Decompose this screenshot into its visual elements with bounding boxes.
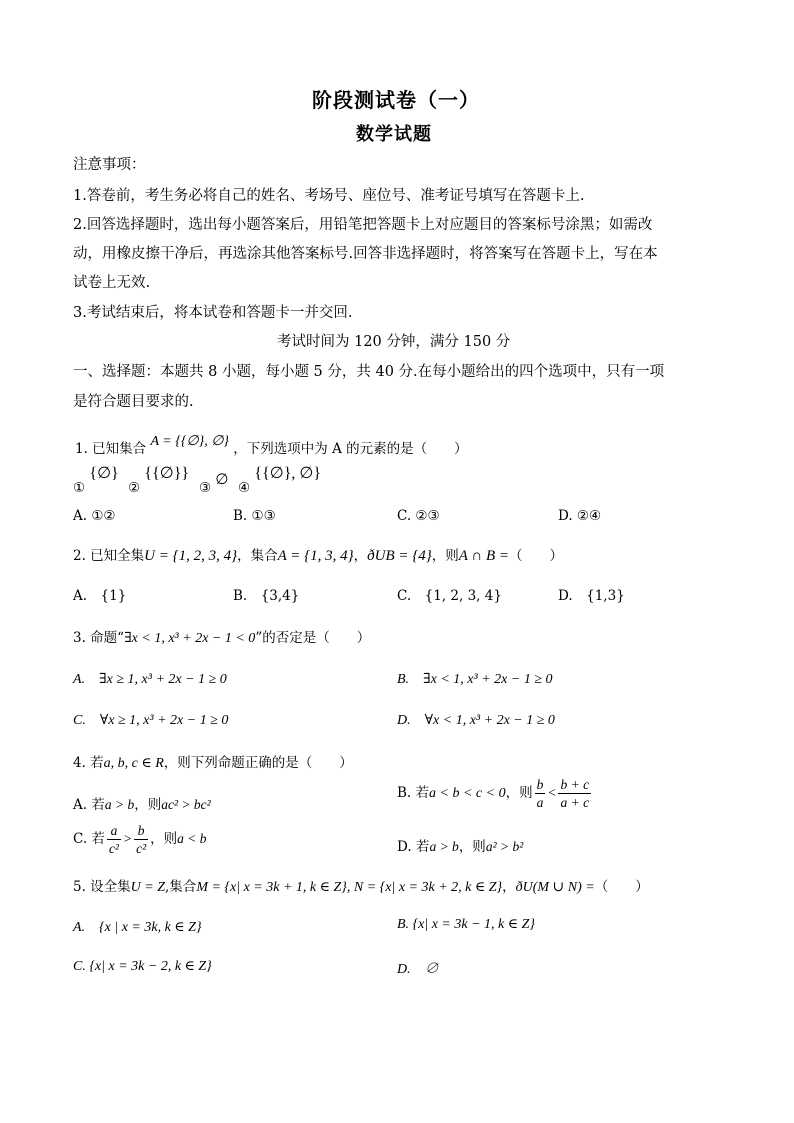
question-2-stem [73, 544, 563, 565]
notice-item-2-line-2: 动，用橡皮擦干净后，再选涂其他答案标号.回答非选择题时，将答案写在答题卡上，写在本 [73, 246, 658, 262]
option-c-result: a < b [177, 831, 207, 846]
option-a-condition: a > b [104, 797, 135, 812]
question-1-option-d[interactable]: D. ②④ [558, 508, 602, 524]
question-5-text-b: ,集合 [165, 879, 197, 895]
question-4-option-a[interactable] [73, 793, 211, 813]
question-1-option-c[interactable]: C. ②③ [397, 508, 440, 524]
option-b-text-b: ，则 [505, 785, 533, 801]
item-4-expr: {{∅}, ∅} [254, 465, 321, 482]
question-3-option-b[interactable]: B. ∃x < 1, x³ + 2x − 1 ≥ 0 [397, 672, 553, 687]
question-5-stem [73, 875, 649, 896]
option-a-text-b: ，则 [134, 797, 162, 813]
question-4-option-b[interactable] [397, 776, 593, 811]
question-4-stem [73, 751, 353, 772]
question-2-text-e: （ ） [509, 548, 564, 564]
question-5-option-b[interactable]: B. {x| x = 3k − 1, k ∈ Z} [397, 917, 535, 932]
question-4-option-c[interactable] [73, 822, 207, 857]
question-5-option-a[interactable]: A. {x | x = 3k, k ∈ Z} [73, 920, 202, 935]
option-c-text-a: C. 若 [73, 831, 105, 847]
fraction-2-denominator: a + c [560, 795, 590, 810]
option-c-fraction-2 [134, 822, 148, 857]
question-2-text-c: ， [353, 548, 368, 564]
item-1-expr: {∅} [89, 465, 119, 482]
question-5-text-c: ， [502, 879, 516, 895]
question-5-text-d: （ ） [594, 879, 649, 895]
question-2-text-a: 2. 已知全集 [73, 548, 145, 564]
fraction-2-numerator: b + c [560, 777, 590, 792]
question-3-stem [73, 626, 370, 647]
question-2-option-d[interactable]: D. {1,3} [558, 588, 625, 604]
question-5-ask: ðU(M ∪ N) = [515, 880, 595, 895]
question-4-vars: a, b, c ∈ R [103, 756, 164, 771]
fraction-1-denominator: a [536, 795, 544, 810]
question-3-option-a[interactable]: A. ∃x ≥ 1, x³ + 2x − 1 ≥ 0 [73, 672, 227, 687]
option-c-text-b: ，则 [150, 831, 178, 847]
question-1-suffix: ，下列选项中为 A 的元素的是（ ） [233, 441, 468, 457]
option-a-text-a: A. 若 [73, 797, 105, 813]
question-2-universal-set: U = {1, 2, 3, 4} [144, 548, 238, 564]
option-d-text-a: D. 若 [397, 839, 430, 855]
page-subtitle: 数学试题 [356, 124, 432, 145]
question-1-prefix: 1. 已知集合 [75, 441, 147, 457]
notice-item-1: 1.答卷前，考生务必将自己的姓名、考场号、座位号、准考证号填写在答题卡上. [73, 188, 585, 204]
question-5-universal-set: U = Z [130, 880, 166, 895]
question-4-text-b: ，则下列命题正确的是（ ） [163, 755, 353, 771]
question-2-complement: ðUB = {4} [367, 548, 432, 564]
question-4-text-a: 4. 若 [73, 755, 104, 771]
question-1-set: A = {{∅}, ∅} [150, 434, 229, 449]
notice-item-2-line-3: 试卷上无效. [73, 275, 151, 291]
question-2-option-c[interactable]: C. {1, 2, 3, 4} [397, 588, 502, 604]
notice-heading: 注意事项： [73, 157, 146, 173]
option-a-result: ac² > bc² [161, 797, 211, 812]
question-5-option-d[interactable]: D. ∅ [397, 962, 439, 977]
question-1-item-2 [128, 463, 190, 496]
question-3-proposition: ∃x < 1, x³ + 2x − 1 < 0 [124, 631, 256, 646]
page-title: 阶段测试卷（一） [312, 88, 480, 112]
option-b-fraction-2 [558, 776, 591, 811]
item-3-num: ③ [199, 480, 212, 496]
option-c-fraction-1 [107, 822, 121, 857]
option-b-fraction-1 [535, 776, 546, 811]
option-b-less-than: < [547, 785, 557, 800]
question-1-item-1 [73, 463, 119, 496]
notice-item-3: 3.考试结束后，将本试卷和答题卡一并交回. [73, 305, 353, 321]
item-1-num: ① [73, 480, 86, 496]
item-3-expr: ∅ [215, 472, 229, 488]
question-5-sets: M = {x| x = 3k + 1, k ∈ Z}, N = {x| x = 3k + 2, k ∈ Z} [196, 880, 503, 895]
question-3-text-a: 3. 命题“ [73, 630, 125, 646]
option-d-condition: a > b [429, 839, 459, 854]
option-c-greater-than: > [122, 831, 133, 846]
question-2-ask: A ∩ B = [458, 548, 510, 564]
item-4-num: ④ [238, 480, 251, 496]
exam-time: 考试时间为 120 分钟，满分 150 分 [277, 334, 511, 350]
section-heading-line-1: 一、选择题：本题共 8 小题，每小题 5 分，共 40 分.在每小题给出的四个选项中，只有一项 [73, 364, 665, 380]
fraction-1-denominator: c² [108, 841, 119, 856]
question-5-option-c[interactable]: C. {x| x = 3k − 2, k ∈ Z} [73, 959, 212, 974]
option-d-text-b: ，则 [458, 839, 486, 855]
item-2-expr: {{∅}} [144, 465, 190, 482]
question-3-option-c[interactable]: C. ∀x ≥ 1, x³ + 2x − 1 ≥ 0 [73, 713, 229, 728]
option-b-condition: a < b < c < 0 [429, 786, 506, 801]
question-2-text-d: ，则 [431, 548, 459, 564]
question-4-option-d[interactable] [397, 835, 523, 855]
item-2-num: ② [128, 480, 141, 496]
question-1-option-a[interactable]: A. ①② [73, 508, 116, 524]
question-2-text-b: ，集合 [237, 548, 278, 564]
option-b-text-a: B. 若 [397, 785, 430, 801]
fraction-1-numerator: a [107, 822, 121, 840]
notice-item-2-line-1: 2.回答选择题时，选出每小题答案后，用铅笔把答题卡上对应题目的答案标号涂黑；如需改 [73, 217, 653, 233]
question-1-item-3 [199, 470, 229, 496]
question-2-option-b[interactable]: B. {3,4} [233, 588, 300, 604]
question-3-text-b: ”的否定是（ ） [255, 630, 371, 646]
question-2-option-a[interactable]: A. {1} [73, 588, 127, 604]
question-1-item-4 [238, 463, 321, 496]
question-1-stem [75, 434, 468, 458]
fraction-1-numerator: b [536, 777, 544, 792]
section-heading-line-2: 是符合题目要求的. [73, 394, 194, 410]
question-5-text-a: 5. 设全集 [73, 879, 131, 895]
question-1-option-b[interactable]: B. ①③ [233, 508, 276, 524]
question-2-set-a: A = {1, 3, 4} [277, 548, 354, 564]
fraction-2-numerator: b [134, 822, 148, 840]
fraction-2-denominator: c² [136, 841, 147, 856]
question-3-option-d[interactable]: D. ∀x < 1, x³ + 2x − 1 ≥ 0 [397, 713, 555, 728]
option-d-result: a² > b² [485, 839, 524, 854]
